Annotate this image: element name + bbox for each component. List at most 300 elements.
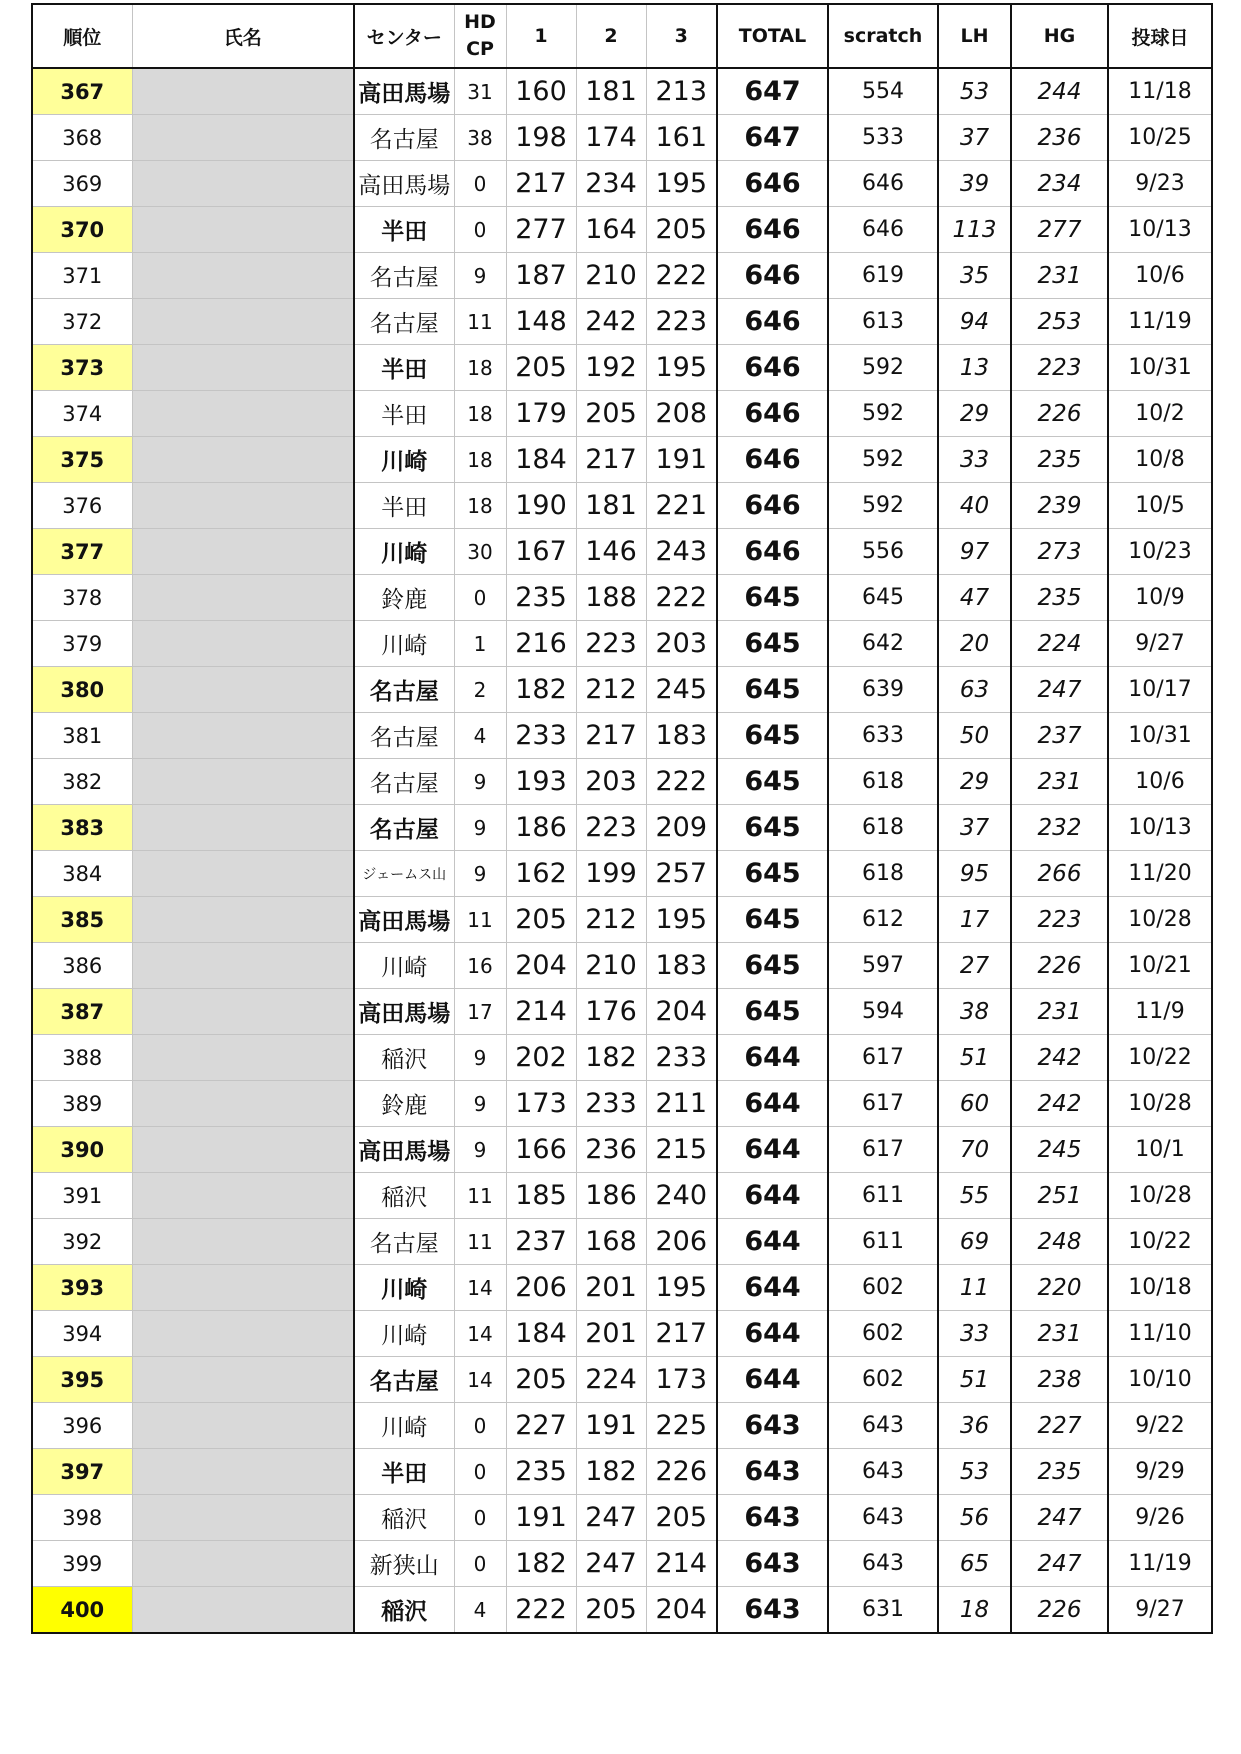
lh-cell: 70 [938, 1127, 1011, 1173]
center-cell: 半田 [354, 345, 454, 391]
name-cell [132, 805, 354, 851]
table-row [32, 391, 1212, 437]
hg-cell: 231 [1011, 1311, 1108, 1357]
date-cell: 10/31 [1108, 713, 1212, 759]
date-cell: 9/29 [1108, 1449, 1212, 1495]
center-cell: 川崎 [354, 621, 454, 667]
hg-cell: 247 [1011, 1495, 1108, 1541]
center-cell: 名古屋 [354, 667, 454, 713]
rank-cell: 395 [32, 1357, 132, 1403]
scratch-cell: 617 [828, 1081, 938, 1127]
table-row [32, 805, 1212, 851]
rank-cell: 398 [32, 1495, 132, 1541]
header-hdcp-line2: CP [466, 38, 494, 60]
game-1-cell: 222 [506, 1587, 576, 1634]
lh-cell: 50 [938, 713, 1011, 759]
game-1-cell: 166 [506, 1127, 576, 1173]
date-cell: 10/23 [1108, 529, 1212, 575]
hdcp-cell: 18 [454, 391, 506, 437]
game-1-cell: 191 [506, 1495, 576, 1541]
rank-cell: 386 [32, 943, 132, 989]
date-cell: 10/13 [1108, 207, 1212, 253]
game-3-cell: 161 [646, 115, 717, 161]
game-1-cell: 237 [506, 1219, 576, 1265]
rank-cell: 378 [32, 575, 132, 621]
center-cell: 鈴鹿 [354, 1081, 454, 1127]
header-hg: HG [1011, 4, 1108, 68]
game-1-cell: 185 [506, 1173, 576, 1219]
name-cell [132, 1541, 354, 1587]
total-cell: 645 [717, 575, 828, 621]
game-2-cell: 168 [576, 1219, 646, 1265]
hdcp-cell: 38 [454, 115, 506, 161]
hg-cell: 227 [1011, 1403, 1108, 1449]
scratch-cell: 533 [828, 115, 938, 161]
hdcp-cell: 18 [454, 345, 506, 391]
hg-cell: 226 [1011, 943, 1108, 989]
hdcp-cell: 30 [454, 529, 506, 575]
lh-cell: 33 [938, 1311, 1011, 1357]
game-1-cell: 187 [506, 253, 576, 299]
name-cell [132, 1587, 354, 1634]
rank-cell: 369 [32, 161, 132, 207]
date-cell: 9/27 [1108, 1587, 1212, 1634]
header-hdcp [454, 4, 506, 68]
game-2-cell: 212 [576, 667, 646, 713]
rank-cell: 387 [32, 989, 132, 1035]
game-3-cell: 204 [646, 989, 717, 1035]
lh-cell: 35 [938, 253, 1011, 299]
rank-cell: 381 [32, 713, 132, 759]
header-date: 投球日 [1108, 4, 1212, 68]
table-row [32, 161, 1212, 207]
total-cell: 646 [717, 483, 828, 529]
date-cell: 10/28 [1108, 1081, 1212, 1127]
total-cell: 646 [717, 529, 828, 575]
hg-cell: 238 [1011, 1357, 1108, 1403]
hdcp-cell: 1 [454, 621, 506, 667]
name-cell [132, 1495, 354, 1541]
table-row [32, 1495, 1212, 1541]
lh-cell: 27 [938, 943, 1011, 989]
hg-cell: 247 [1011, 1541, 1108, 1587]
total-cell: 646 [717, 161, 828, 207]
rank-cell: 375 [32, 437, 132, 483]
total-cell: 643 [717, 1449, 828, 1495]
hg-cell: 253 [1011, 299, 1108, 345]
header-row [32, 4, 1212, 68]
header-scratch: scratch [828, 4, 938, 68]
game-1-cell: 160 [506, 68, 576, 115]
hdcp-cell: 2 [454, 667, 506, 713]
center-cell: 高田馬場 [354, 161, 454, 207]
center-cell: 名古屋 [354, 1219, 454, 1265]
date-cell: 10/18 [1108, 1265, 1212, 1311]
game-1-cell: 206 [506, 1265, 576, 1311]
table-row [32, 483, 1212, 529]
name-cell [132, 851, 354, 897]
game-1-cell: 205 [506, 345, 576, 391]
scratch-cell: 639 [828, 667, 938, 713]
name-cell [132, 1449, 354, 1495]
table-row [32, 575, 1212, 621]
lh-cell: 51 [938, 1035, 1011, 1081]
game-1-cell: 205 [506, 1357, 576, 1403]
hdcp-cell: 14 [454, 1311, 506, 1357]
game-3-cell: 205 [646, 207, 717, 253]
game-2-cell: 247 [576, 1541, 646, 1587]
table-row [32, 621, 1212, 667]
game-3-cell: 217 [646, 1311, 717, 1357]
total-cell: 643 [717, 1541, 828, 1587]
game-2-cell: 188 [576, 575, 646, 621]
hdcp-cell: 0 [454, 575, 506, 621]
hg-cell: 224 [1011, 621, 1108, 667]
name-cell [132, 943, 354, 989]
rank-cell: 383 [32, 805, 132, 851]
game-1-cell: 233 [506, 713, 576, 759]
ranking-table [31, 3, 1213, 1634]
date-cell: 11/18 [1108, 68, 1212, 115]
table-row [32, 1127, 1212, 1173]
name-cell [132, 207, 354, 253]
name-cell [132, 897, 354, 943]
game-3-cell: 226 [646, 1449, 717, 1495]
hdcp-cell: 9 [454, 1035, 506, 1081]
game-2-cell: 217 [576, 713, 646, 759]
total-cell: 646 [717, 391, 828, 437]
center-cell: 名古屋 [354, 805, 454, 851]
game-3-cell: 206 [646, 1219, 717, 1265]
header-game-2: 2 [576, 4, 646, 68]
game-2-cell: 174 [576, 115, 646, 161]
total-cell: 644 [717, 1357, 828, 1403]
date-cell: 10/8 [1108, 437, 1212, 483]
date-cell: 10/28 [1108, 1173, 1212, 1219]
name-cell [132, 345, 354, 391]
lh-cell: 65 [938, 1541, 1011, 1587]
center-cell: 稲沢 [354, 1587, 454, 1634]
hg-cell: 242 [1011, 1035, 1108, 1081]
lh-cell: 33 [938, 437, 1011, 483]
game-2-cell: 176 [576, 989, 646, 1035]
scratch-cell: 592 [828, 345, 938, 391]
game-2-cell: 236 [576, 1127, 646, 1173]
rank-cell: 367 [32, 68, 132, 115]
scratch-cell: 602 [828, 1311, 938, 1357]
hg-cell: 245 [1011, 1127, 1108, 1173]
game-1-cell: 217 [506, 161, 576, 207]
table-row [32, 1219, 1212, 1265]
lh-cell: 47 [938, 575, 1011, 621]
date-cell: 11/19 [1108, 1541, 1212, 1587]
game-3-cell: 183 [646, 943, 717, 989]
game-1-cell: 216 [506, 621, 576, 667]
game-1-cell: 182 [506, 667, 576, 713]
game-2-cell: 192 [576, 345, 646, 391]
table-row [32, 943, 1212, 989]
center-cell: 稲沢 [354, 1035, 454, 1081]
table-row [32, 207, 1212, 253]
scratch-cell: 611 [828, 1219, 938, 1265]
game-1-cell: 204 [506, 943, 576, 989]
game-2-cell: 186 [576, 1173, 646, 1219]
scratch-cell: 617 [828, 1035, 938, 1081]
table-row [32, 1035, 1212, 1081]
name-cell [132, 1311, 354, 1357]
header-game-1: 1 [506, 4, 576, 68]
scratch-cell: 643 [828, 1495, 938, 1541]
date-cell: 10/17 [1108, 667, 1212, 713]
center-cell: 名古屋 [354, 253, 454, 299]
lh-cell: 17 [938, 897, 1011, 943]
hg-cell: 220 [1011, 1265, 1108, 1311]
scratch-cell: 612 [828, 897, 938, 943]
name-cell [132, 667, 354, 713]
table-row [32, 1449, 1212, 1495]
game-1-cell: 184 [506, 1311, 576, 1357]
hg-cell: 247 [1011, 667, 1108, 713]
center-cell: ジェームス山 [354, 851, 454, 897]
center-cell: 新狭山 [354, 1541, 454, 1587]
total-cell: 646 [717, 437, 828, 483]
scratch-cell: 619 [828, 253, 938, 299]
lh-cell: 53 [938, 1449, 1011, 1495]
hdcp-cell: 16 [454, 943, 506, 989]
game-2-cell: 201 [576, 1311, 646, 1357]
table-row [32, 1357, 1212, 1403]
center-cell: 川崎 [354, 943, 454, 989]
game-1-cell: 277 [506, 207, 576, 253]
center-cell: 高田馬場 [354, 68, 454, 115]
center-cell: 高田馬場 [354, 1127, 454, 1173]
game-1-cell: 162 [506, 851, 576, 897]
table-row [32, 1081, 1212, 1127]
table-row [32, 897, 1212, 943]
game-3-cell: 183 [646, 713, 717, 759]
rank-cell: 370 [32, 207, 132, 253]
center-cell: 半田 [354, 207, 454, 253]
date-cell: 10/13 [1108, 805, 1212, 851]
total-cell: 644 [717, 1081, 828, 1127]
header-rank: 順位 [32, 4, 132, 68]
rank-cell: 393 [32, 1265, 132, 1311]
rank-cell: 389 [32, 1081, 132, 1127]
hg-cell: 244 [1011, 68, 1108, 115]
hg-cell: 235 [1011, 575, 1108, 621]
hdcp-cell: 17 [454, 989, 506, 1035]
game-2-cell: 224 [576, 1357, 646, 1403]
rank-cell: 390 [32, 1127, 132, 1173]
game-3-cell: 209 [646, 805, 717, 851]
lh-cell: 36 [938, 1403, 1011, 1449]
hdcp-cell: 0 [454, 1449, 506, 1495]
game-2-cell: 247 [576, 1495, 646, 1541]
date-cell: 10/2 [1108, 391, 1212, 437]
center-cell: 半田 [354, 1449, 454, 1495]
game-2-cell: 210 [576, 253, 646, 299]
center-cell: 半田 [354, 483, 454, 529]
center-cell: 川崎 [354, 1403, 454, 1449]
game-3-cell: 221 [646, 483, 717, 529]
scratch-cell: 556 [828, 529, 938, 575]
total-cell: 645 [717, 805, 828, 851]
game-2-cell: 223 [576, 621, 646, 667]
game-3-cell: 222 [646, 253, 717, 299]
total-cell: 643 [717, 1403, 828, 1449]
game-3-cell: 225 [646, 1403, 717, 1449]
hdcp-cell: 11 [454, 1219, 506, 1265]
game-3-cell: 205 [646, 1495, 717, 1541]
scratch-cell: 611 [828, 1173, 938, 1219]
scratch-cell: 631 [828, 1587, 938, 1634]
table-row [32, 713, 1212, 759]
name-cell [132, 299, 354, 345]
game-2-cell: 217 [576, 437, 646, 483]
scratch-cell: 618 [828, 851, 938, 897]
name-cell [132, 759, 354, 805]
game-1-cell: 214 [506, 989, 576, 1035]
hdcp-cell: 11 [454, 897, 506, 943]
header-lh: LH [938, 4, 1011, 68]
game-2-cell: 191 [576, 1403, 646, 1449]
scratch-cell: 645 [828, 575, 938, 621]
name-cell [132, 529, 354, 575]
date-cell: 11/9 [1108, 989, 1212, 1035]
name-cell [132, 1127, 354, 1173]
total-cell: 646 [717, 345, 828, 391]
game-2-cell: 146 [576, 529, 646, 575]
hg-cell: 231 [1011, 989, 1108, 1035]
game-1-cell: 235 [506, 1449, 576, 1495]
hg-cell: 223 [1011, 897, 1108, 943]
hg-cell: 242 [1011, 1081, 1108, 1127]
game-2-cell: 181 [576, 483, 646, 529]
center-cell: 名古屋 [354, 759, 454, 805]
hg-cell: 234 [1011, 161, 1108, 207]
scratch-cell: 646 [828, 161, 938, 207]
rank-cell: 379 [32, 621, 132, 667]
rank-cell: 397 [32, 1449, 132, 1495]
hg-cell: 232 [1011, 805, 1108, 851]
lh-cell: 63 [938, 667, 1011, 713]
scratch-cell: 613 [828, 299, 938, 345]
hdcp-cell: 9 [454, 805, 506, 851]
center-cell: 名古屋 [354, 299, 454, 345]
name-cell [132, 1265, 354, 1311]
total-cell: 644 [717, 1265, 828, 1311]
name-cell [132, 391, 354, 437]
hdcp-cell: 14 [454, 1265, 506, 1311]
game-1-cell: 227 [506, 1403, 576, 1449]
hdcp-cell: 14 [454, 1357, 506, 1403]
lh-cell: 18 [938, 1587, 1011, 1634]
hg-cell: 231 [1011, 253, 1108, 299]
rank-cell: 394 [32, 1311, 132, 1357]
game-3-cell: 215 [646, 1127, 717, 1173]
hg-cell: 235 [1011, 437, 1108, 483]
header-name: 氏名 [132, 4, 354, 68]
center-cell: 川崎 [354, 1265, 454, 1311]
hg-cell: 251 [1011, 1173, 1108, 1219]
lh-cell: 11 [938, 1265, 1011, 1311]
table-row [32, 989, 1212, 1035]
game-3-cell: 203 [646, 621, 717, 667]
game-3-cell: 222 [646, 759, 717, 805]
rank-cell: 400 [32, 1587, 132, 1634]
table-row [32, 345, 1212, 391]
hdcp-cell: 9 [454, 851, 506, 897]
rank-cell: 371 [32, 253, 132, 299]
game-1-cell: 193 [506, 759, 576, 805]
date-cell: 10/1 [1108, 1127, 1212, 1173]
date-cell: 10/25 [1108, 115, 1212, 161]
table-row [32, 437, 1212, 483]
game-3-cell: 233 [646, 1035, 717, 1081]
game-2-cell: 181 [576, 68, 646, 115]
date-cell: 10/6 [1108, 759, 1212, 805]
lh-cell: 55 [938, 1173, 1011, 1219]
total-cell: 643 [717, 1495, 828, 1541]
hg-cell: 231 [1011, 759, 1108, 805]
scratch-cell: 633 [828, 713, 938, 759]
game-2-cell: 205 [576, 391, 646, 437]
lh-cell: 51 [938, 1357, 1011, 1403]
header-center: センター [354, 4, 454, 68]
game-3-cell: 195 [646, 897, 717, 943]
total-cell: 645 [717, 621, 828, 667]
game-3-cell: 213 [646, 68, 717, 115]
scratch-cell: 643 [828, 1403, 938, 1449]
game-2-cell: 212 [576, 897, 646, 943]
center-cell: 名古屋 [354, 713, 454, 759]
lh-cell: 20 [938, 621, 1011, 667]
date-cell: 11/10 [1108, 1311, 1212, 1357]
game-1-cell: 202 [506, 1035, 576, 1081]
game-2-cell: 234 [576, 161, 646, 207]
name-cell [132, 1035, 354, 1081]
game-3-cell: 222 [646, 575, 717, 621]
ranking-rows [32, 68, 1212, 1633]
table-row [32, 68, 1212, 115]
game-2-cell: 233 [576, 1081, 646, 1127]
hdcp-cell: 0 [454, 1541, 506, 1587]
game-3-cell: 195 [646, 1265, 717, 1311]
game-2-cell: 164 [576, 207, 646, 253]
hg-cell: 226 [1011, 391, 1108, 437]
rank-cell: 372 [32, 299, 132, 345]
hdcp-cell: 18 [454, 483, 506, 529]
hg-cell: 235 [1011, 1449, 1108, 1495]
center-cell: 高田馬場 [354, 897, 454, 943]
table-row [32, 1541, 1212, 1587]
game-3-cell: 195 [646, 345, 717, 391]
rank-cell: 396 [32, 1403, 132, 1449]
game-2-cell: 182 [576, 1035, 646, 1081]
name-cell [132, 1081, 354, 1127]
date-cell: 9/26 [1108, 1495, 1212, 1541]
center-cell: 名古屋 [354, 1357, 454, 1403]
rank-cell: 391 [32, 1173, 132, 1219]
date-cell: 10/31 [1108, 345, 1212, 391]
rank-cell: 388 [32, 1035, 132, 1081]
lh-cell: 29 [938, 391, 1011, 437]
date-cell: 9/27 [1108, 621, 1212, 667]
scratch-cell: 642 [828, 621, 938, 667]
rank-cell: 385 [32, 897, 132, 943]
table-row [32, 1311, 1212, 1357]
name-cell [132, 621, 354, 667]
